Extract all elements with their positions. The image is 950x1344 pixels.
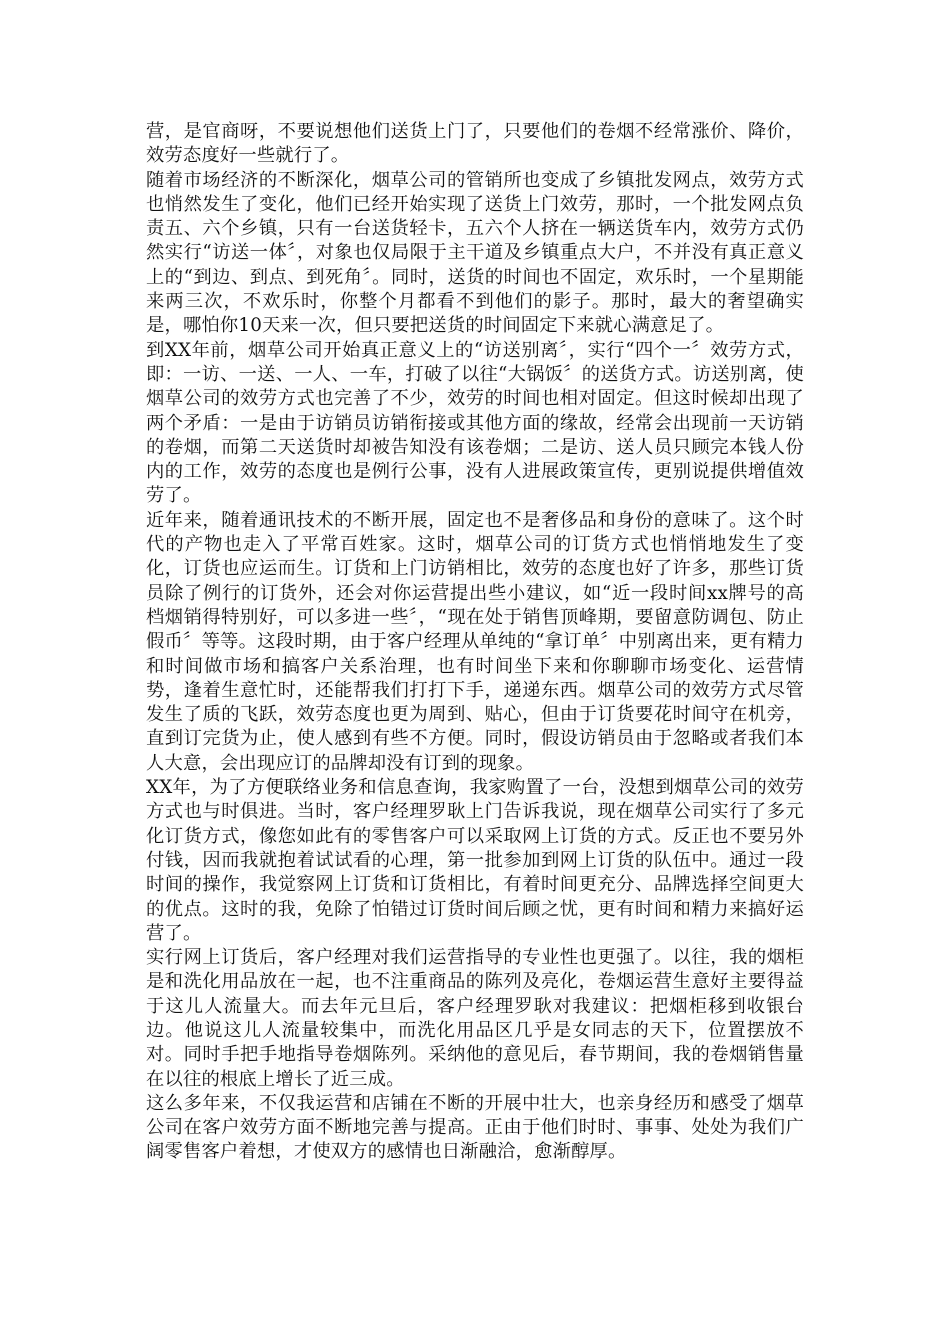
paragraph-7: 这么多年来，不仅我运营和店铺在不断的开展中壮大，也亲身经历和感受了烟草公司在客户效劳方面不断地完善与提高。正由于他们时时、事事、处处为我们广阔零售客户着想，才使双方的感情也日渐融洽，愈渐醇厚。 [146,1092,804,1163]
paragraph-6: 实行网上订货后，客户经理对我们运营指导的专业性也更强了。以往，我的烟柜是和洗化用品放在一起，也不注重商品的陈列及亮化，卷烟运营生意好主要得益于这儿人流量大。而去年元旦后，客户经理罗耿对我建议：把烟柜移到收银台边。他说这儿人流量较集中，而洗化用品区几乎是女同志的天下，位置摆放不对。同时手把手地指导卷烟陈列。采纳他的意见后，春节期间，我的卷烟销售量在以往的根底上增长了近三成。 [146,947,804,1090]
paragraph-3: 到XX年前，烟草公司开始真正意义上的“访送别离〞，实行“四个一〞效劳方式，即：一访、一送、一人、一车，打破了以往“大锅饭〞的送货方式。访送别离，使烟草公司的效劳方式也完善了不少，效劳的时间也相对固定。但这时候却出现了两个矛盾：一是由于访销员访销衔接或其他方面的缘故，经常会出现前一天访销的卷烟，而第二天送货时却被告知没有该卷烟；二是访、送人员只顾完本钱人份内的工作，效劳的态度也是例行公事，没有人进展政策宣传，更别说提供增值效劳了。 [146,339,804,507]
paragraph-4: 近年来，随着通讯技术的不断开展，固定也不是奢侈品和身份的意味了。这个时代的产物也走入了平常百姓家。这时，烟草公司的订货方式也悄悄地发生了变化，订货也应运而生。订货和上门访销相比，效劳的态度也好了许多，那些订货员除了例行的订货外，还会对你运营提出些小建议，如“近一段时间xx牌号的高档烟销得特别好，可以多进一些〞，“现在处于销售顶峰期，要留意防调包、防止假币〞等等。这段时期，由于客户经理从单纯的“拿订单〞中别离出来，更有精力和时间做市场和搞客户关系治理，也有时间坐下来和你聊聊市场变化、运营情势，逢着生意忙时，还能帮我们打打下手，递递东西。烟草公司的效劳方式尽管发生了质的飞跃，效劳态度也更为周到、贴心，但由于订货要花时间守在机旁，直到订完货为止，使人感到有些不方便。同时，假设访销员由于忽略或者我们本人大意，会出现应订的品牌却没有订到的现象。 [146,509,804,774]
document-page [146,120,804,1165]
paragraph-5: XX年，为了方便联络业务和信息查询，我家购置了一台，没想到烟草公司的效劳方式也与时俱进。当时，客户经理罗耿上门告诉我说，现在烟草公司实行了多元化订货方式，像您如此有的零售客户可以采取网上订货的方式。反正也不要另外付钱，因而我就抱着试试看的心理，第一批参加到网上订货的队伍中。通过一段时间的操作，我觉察网上订货和订货相比，有着时间更充分、品牌选择空间更大的优点。这时的我，免除了怕错过订货时间后顾之忧，更有时间和精力来搞好运营了。 [146,777,804,944]
paragraph-2: 随着市场经济的不断深化，烟草公司的管销所也变成了乡镇批发网点，效劳方式也悄然发生了变化，他们已经开始实现了送货上门效劳，那时，一个批发网点负责五、六个乡镇，只有一台送货轻卡，五六个人挤在一辆送货车内，效劳方式仍然实行“访送一体〞，对象也仅局限于主干道及乡镇重点大户，不并没有真正意义上的“到边、到点、到死角〞。同时，送货的时间也不固定，欢乐时，一个星期能来两三次，不欢乐时，你整个月都看不到他们的影子。那时，最大的奢望确实是，哪怕你10天来一次，但只要把送货的时间固定下来就心满意足了。 [146,169,804,337]
paragraph-1: 营，是官商呀，不要说想他们送货上门了，只要他们的卷烟不经常涨价、降价，效劳态度好一些就行了。 [146,121,804,167]
